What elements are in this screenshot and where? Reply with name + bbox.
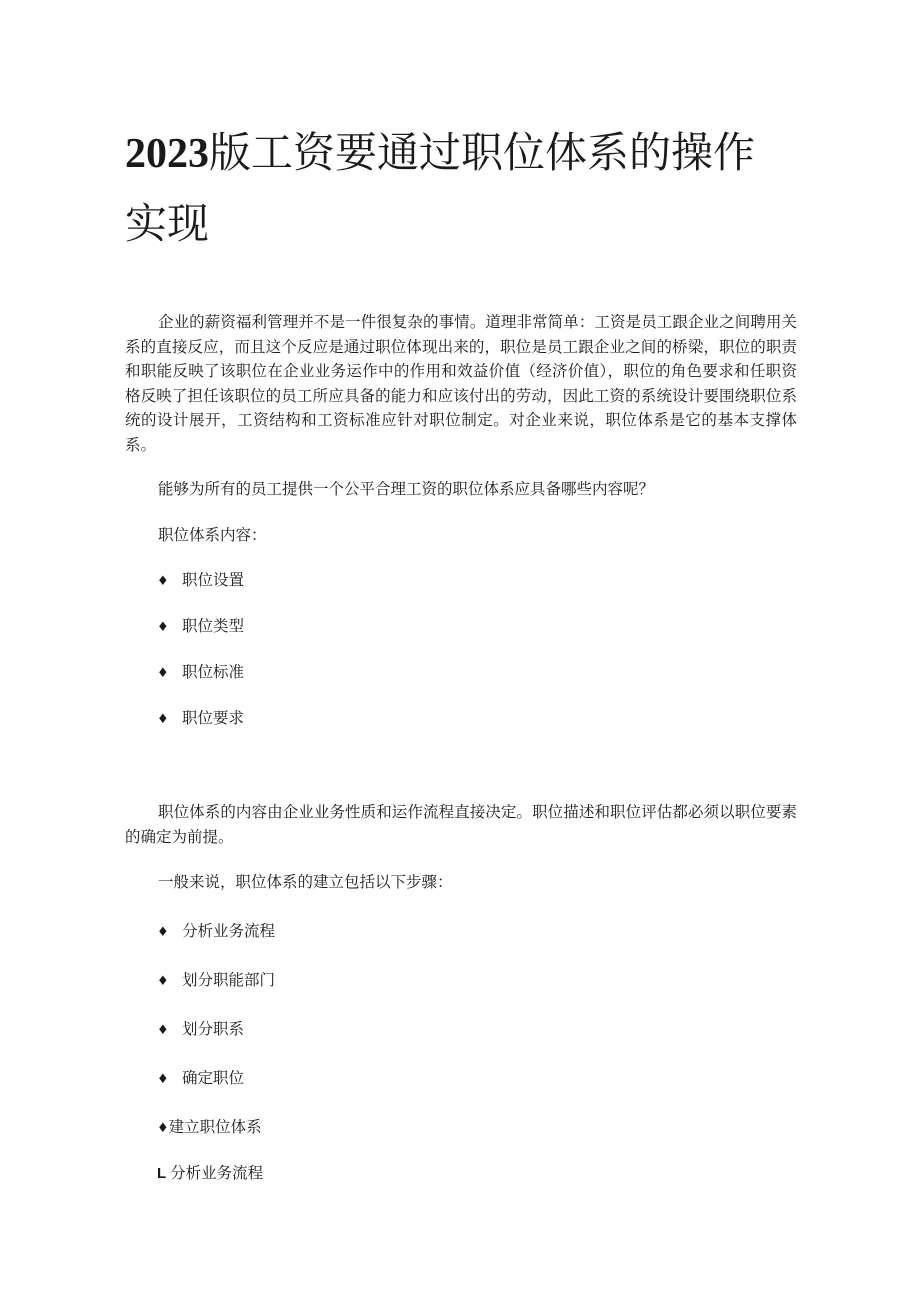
section-heading bbox=[157, 1162, 263, 1185]
document-title bbox=[125, 118, 765, 258]
content-heading: 职位体系内容： bbox=[158, 526, 267, 544]
list-item: ♦ 职位要求 bbox=[157, 707, 244, 731]
diamond-bullet-icon: ♦ bbox=[157, 666, 169, 681]
list-item: ♦ 职位类型 bbox=[157, 615, 244, 639]
list-item: ♦ 划分职系 bbox=[157, 1018, 244, 1042]
diamond-bullet-icon: ♦ bbox=[157, 1023, 169, 1038]
diamond-bullet-icon: ♦ bbox=[157, 1072, 169, 1087]
list-item: ♦ 职位标准 bbox=[157, 661, 244, 685]
last-step-text: 建立职位体系 bbox=[168, 1118, 262, 1136]
diamond-bullet-icon: ♦ bbox=[157, 620, 169, 635]
section-heading-text: 分析业务流程 bbox=[170, 1164, 264, 1182]
title-text: 版工资要通过职位体系的操作实现 bbox=[125, 128, 756, 248]
diamond-bullet-icon: ♦ bbox=[157, 925, 169, 940]
list-item bbox=[157, 1116, 262, 1140]
diamond-bullet-icon: ♦ bbox=[157, 712, 169, 727]
title-year: 2023 bbox=[125, 131, 209, 177]
list-item: ♦ 确定职位 bbox=[157, 1067, 244, 1091]
diamond-bullet-icon: ♦ bbox=[157, 974, 169, 989]
content-paragraph: 职位体系的内容由企业业务性质和运作流程直接决定。职位描述和职位评估都必须以职位要素的确定为前提。 bbox=[125, 803, 797, 846]
diamond-bullet-icon: ♦ bbox=[157, 574, 169, 589]
list-item: ♦ 划分职能部门 bbox=[157, 969, 275, 993]
diamond-bullet-icon: ♦ bbox=[157, 1121, 169, 1136]
steps-intro: 一般来说，职位体系的建立包括以下步骤： bbox=[158, 873, 453, 891]
intro-paragraph: 企业的薪资福利管理并不是一件很复杂的事情。道理非常简单：工资是员工跟企业之间聘用关系的直接反应，而且这个反应是通过职位体现出来的，职位是员工跟企业之间的桥梁，职位的职责和职能反映了该职位在企业业务运作中的作用和效益价值（经济价值），职位的角色要求和任职资格反映了担任该职位的员工所应具备的能力和应该付出的劳动，因此工资的系统设计要围绕职位系统的设计展开，工资结构和工资标准应针对职位制定。对企业来说，职位体系是它的基本支撑体系。 bbox=[125, 313, 797, 454]
list-item: ♦ 分析业务流程 bbox=[157, 920, 275, 944]
question-line: 能够为所有的员工提供一个公平合理工资的职位体系应具备哪些内容呢？ bbox=[158, 480, 655, 498]
list-item: ♦ 职位设置 bbox=[157, 569, 244, 593]
section-marker: L bbox=[157, 1165, 167, 1182]
